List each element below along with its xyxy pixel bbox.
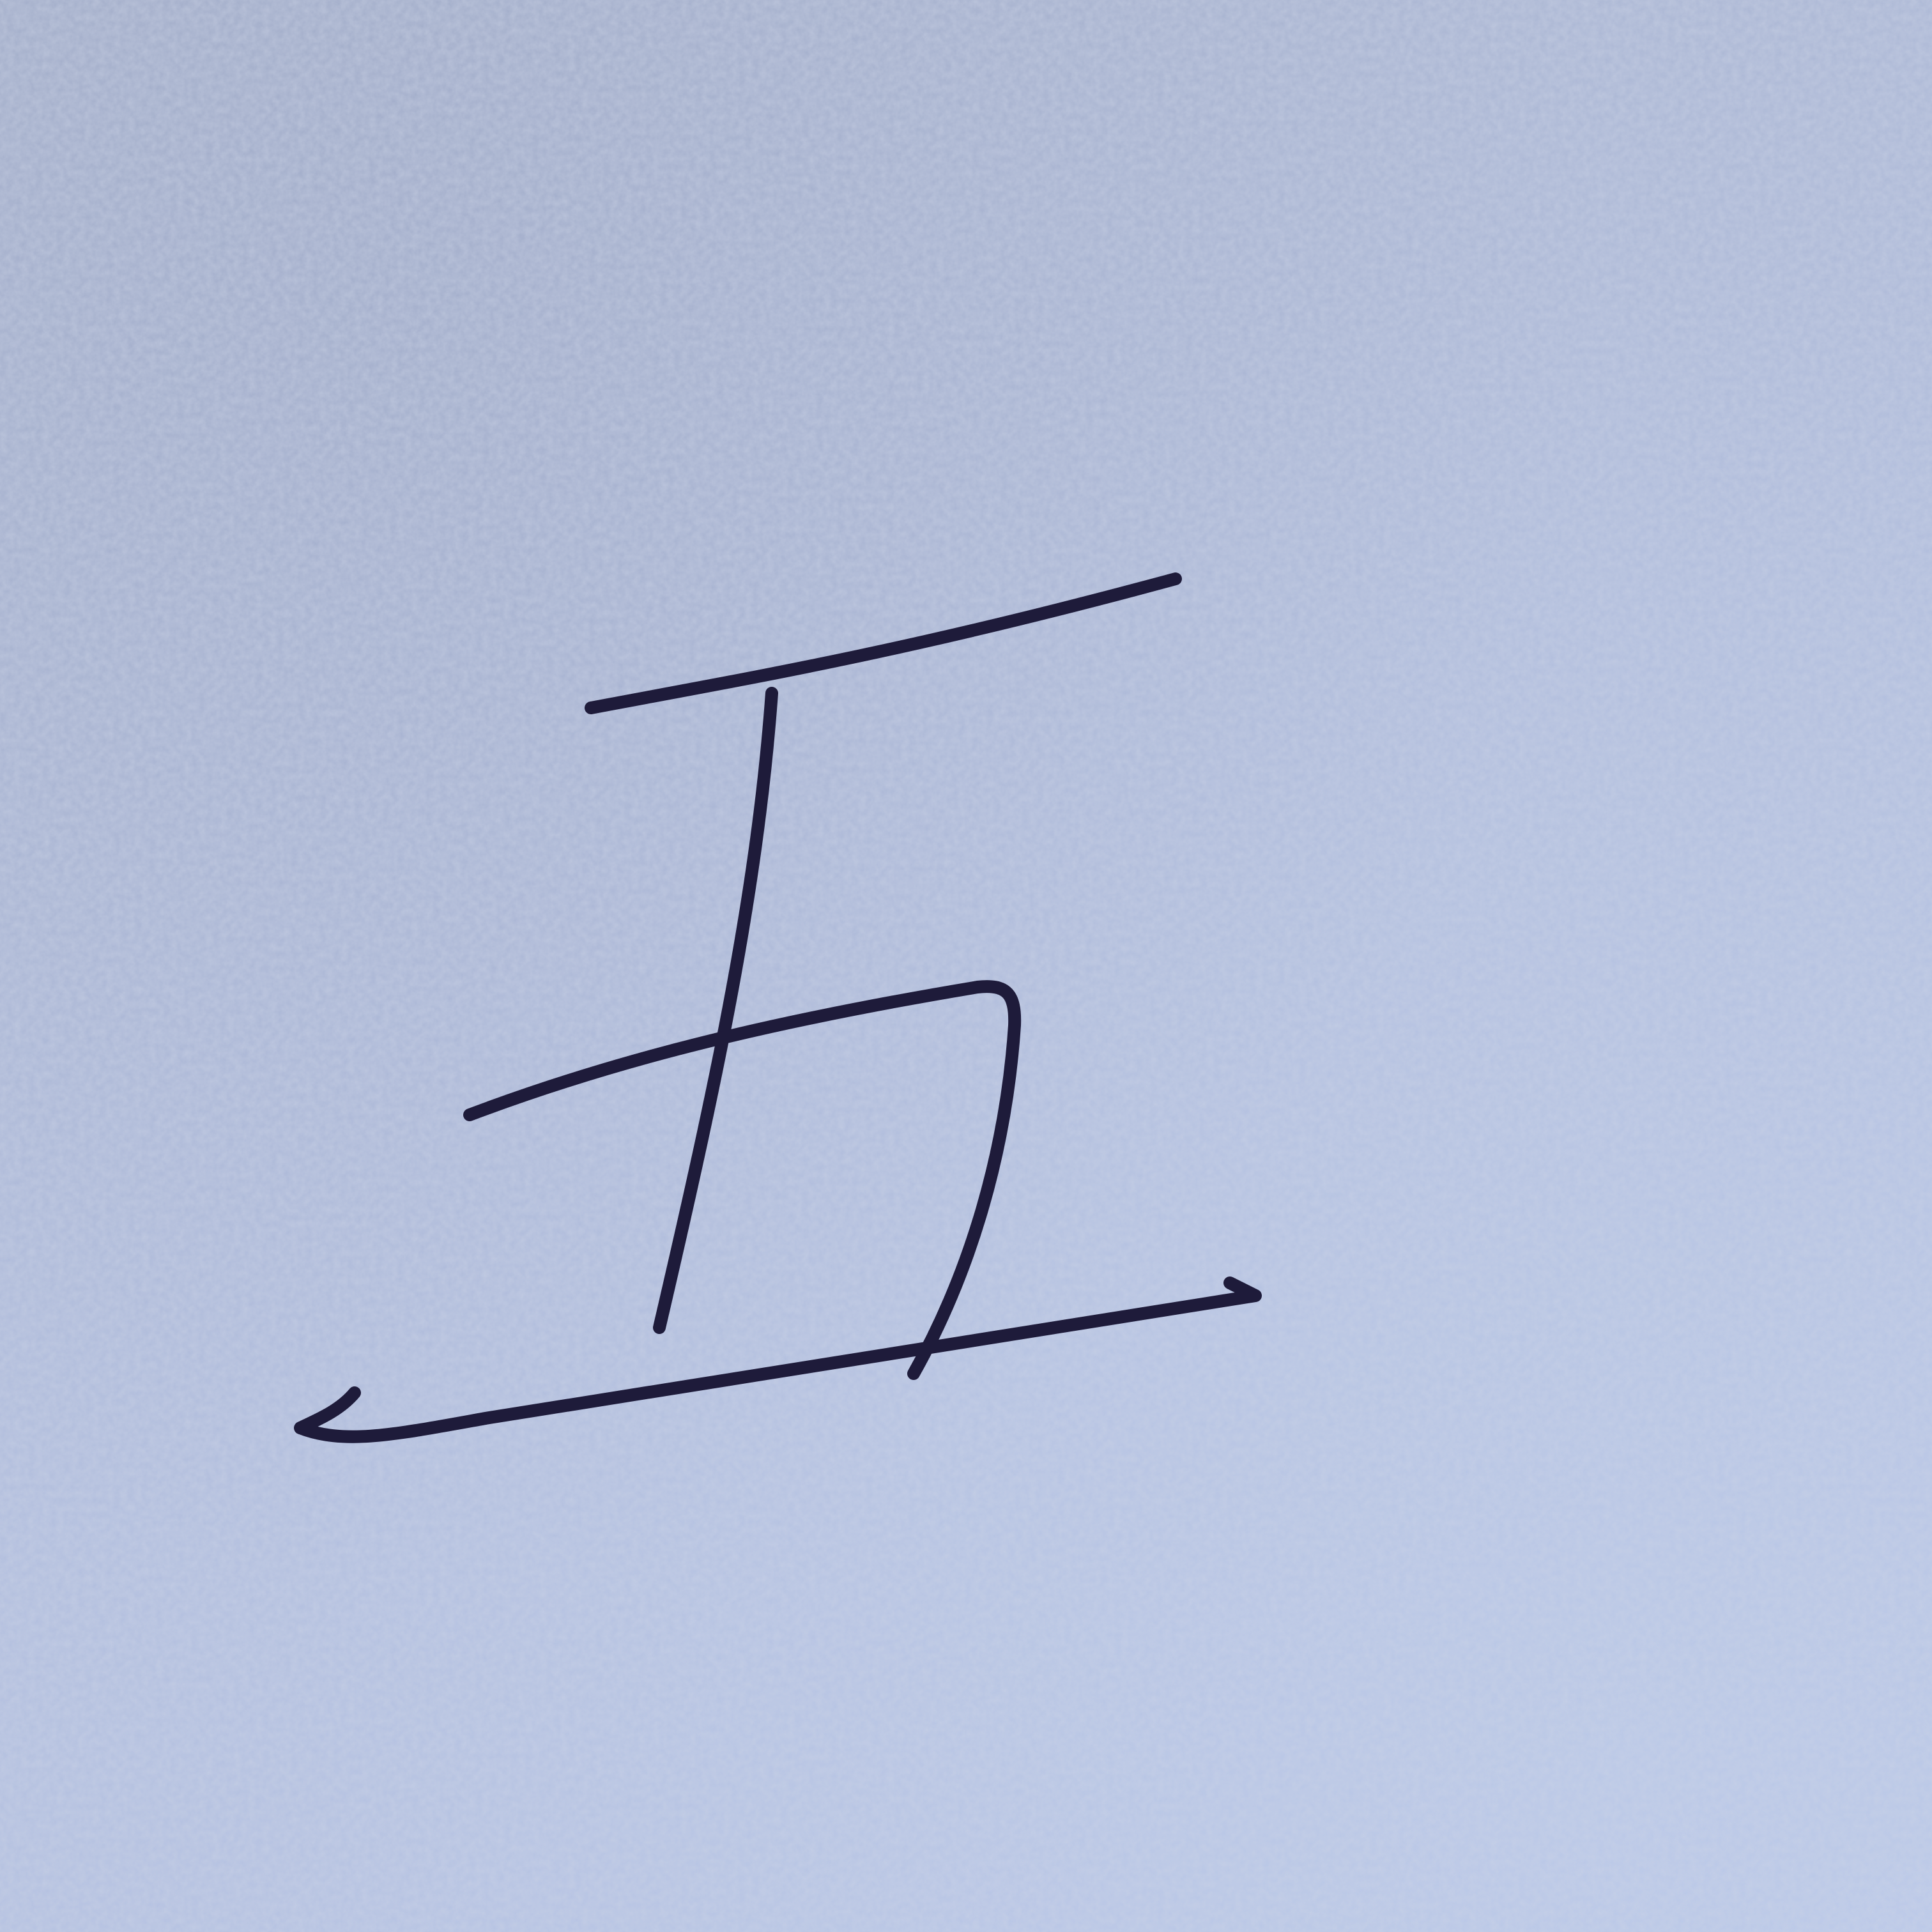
middle-fold-stroke xyxy=(470,986,1015,1374)
bottom-stroke xyxy=(300,1283,1255,1437)
top-stroke xyxy=(591,579,1176,708)
vertical-stroke xyxy=(659,693,772,1328)
